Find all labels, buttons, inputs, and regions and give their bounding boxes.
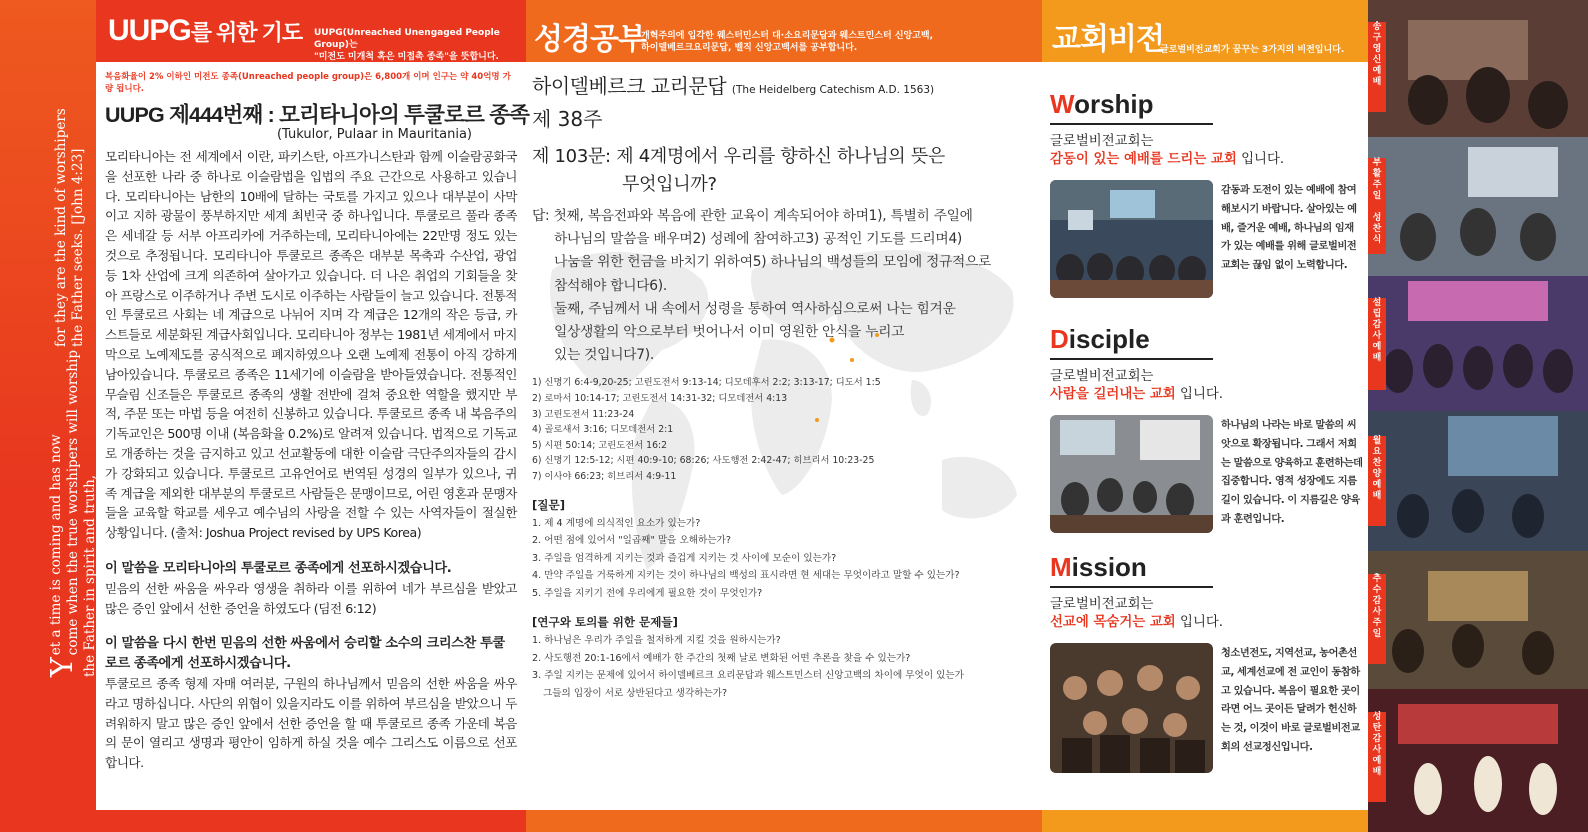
bible-study-header — [526, 0, 1042, 62]
uupg-header — [96, 0, 526, 62]
discussion-item: 1. 하나님은 우리가 주일을 철저하게 지킬 것을 원하시는가? — [532, 635, 781, 647]
catechism-answer — [532, 205, 1032, 367]
reference-item: 1) 신명기 6:4-9,20-25; 고린도전서 9:13-14; 디모데후서 2:2; 3:13-17; 디도서 1:5 — [532, 377, 881, 389]
bible-desc-line2: 하이델베르크요리문답, 벨직 신앙고백서를 공부합니다. — [641, 43, 858, 53]
photo-christmas-service — [1368, 689, 1588, 832]
vision-subtitle-end: 입니다. — [1175, 615, 1224, 630]
vision-underline — [1050, 123, 1213, 125]
vision-disciple — [1050, 323, 1362, 559]
reference-item: 6) 신명기 12:5-12; 시편 40:9-10; 68:26; 사도행전 2:42-47; 히브리서 10:23-25 — [532, 455, 875, 467]
bible-study-column — [532, 72, 1032, 702]
quote-line-2: come when the true worshipers will worship — [65, 350, 81, 656]
quote-line-4: for they are the kind of worshipers — [53, 108, 69, 347]
uupg-article-body: 모리타니아는 전 세계에서 이란, 파키스탄, 아프가니스탄과 함께 이슬람공화국을 선포한 나라 중 하나로 이슬람법을 입법의 주요 근간으로 사용하고 있습니다. 모리타니아는 남한의 10배에 달하는 국토를 가지고 있으나 대부분이 사막이고 지하 광물이 풍부하지만 세계 최빈국 중 하나입니다. 투쿨로르 풀라 종족은 세네갈 등 서부 아프리카에 거주하는데, 모리타니아에는 22만명 정도 있는 것으로 추정됩니다. 모리타니아 투쿨로르 종족은 대부분 목축과 수산업, 광업 등 1차 산업에 크게 의존하여 살아가고 있습니다. 더 나은 취업의 기회들을 찾아 프랑스로 이주하거나 주변 도시로 이주하는 사람들이 늘고 있습니다. 전통적인 투쿨로르 사회는 네 계급으로 나뉘어 지며 각 계급은 12개의 작은 등급, 카스트들로 세분화된 계급사회입니다. 모리타니아 정부는 1981년 세계에서 마지막으로 노예제도를 공식적으로 폐지하였으나 오랜 노예제 전통이 아직 강하게 남아있습니다. 투쿨로르 종족은 11세기에 이슬람을 받아들였습니다. 전통적인 무슬림 신조들은 투쿨로르 종족의 생활 전반에 걸쳐 중요한 역할을 했지만 부적, 주문 또는 마법 등을 여전히 신봉하고 있습니다. 투쿨로르 종족 내 복음주의 기독교인은 500명 이내 (복음화율 0.2%)로 알려져 있습니다. 법적으로 기독교로 개종하는 것을 금지하고 있고 선교활동에 대한 이슬람 극단주의자들의 감시가 강화되고 있습니다. 투쿨로르 고유언어로 번역된 성경의 일부가 있으나, 귀족 계급을 제외한 대부분의 투쿨로르 사람들은 문맹이므로, 어린 영혼과 문맹자들을 교육할 학교를 세우고 예수님의 사랑을 전할 수 있는 사역자들이 절실한 상황입니다. (출처: Joshua Project revised by UPS Korea) — [105, 149, 517, 541]
catechism-question — [532, 143, 1032, 199]
answer-label: 답: — [532, 208, 554, 224]
answer-line-1d: 참석해야 합니다6). — [554, 277, 667, 294]
vision-subtitle — [1050, 596, 1362, 632]
question-line-1: 제 103문: 제 4계명에서 우리를 향하신 하나님의 뜻은 — [532, 146, 945, 167]
photo-easter-communion — [1368, 137, 1588, 276]
vertical-bible-quote — [45, 77, 108, 677]
uupg-header-desc — [314, 27, 526, 63]
bible-study-header-title: 성경공부 — [534, 23, 646, 56]
vision-heading-initial: D — [1050, 324, 1069, 354]
footer-bar-orange — [526, 810, 1042, 832]
catechism-title — [532, 72, 1032, 104]
discussion-item — [532, 667, 1032, 702]
uupg-header-title — [108, 14, 302, 48]
strip-label: 설 립 감 사 예 배 — [1368, 298, 1386, 390]
quote-line-1: et a time is coming and has now — [48, 434, 64, 656]
left-quote-strip — [0, 0, 96, 832]
questions-list — [532, 515, 1032, 603]
vision-worship — [1050, 88, 1362, 324]
vision-heading-initial: W — [1050, 89, 1075, 119]
vision-subtitle-highlight: 감동이 있는 예배를 드리는 교회 — [1050, 152, 1237, 167]
vision-heading — [1050, 88, 1362, 120]
answer-line-1c: 나눔을 위한 헌금을 바치기 위하여5) 하나님의 백성들의 모임에 정규적으로 — [554, 254, 992, 271]
vision-subtitle-line1: 글로벌비전교회는 — [1050, 134, 1154, 149]
footer-bar-amber — [1042, 810, 1368, 832]
answer-line-2b: 일상생활의 악으로부터 벗어나서 이미 영원한 안식을 누리고 — [554, 324, 905, 341]
vision-underline — [1050, 586, 1213, 588]
answer-line-2c: 있는 것입니다7). — [554, 347, 654, 364]
vision-underline — [1050, 358, 1213, 360]
question-item: 4. 만약 주일을 거룩하게 지키는 것이 하나님의 백성의 표시라면 현 세대는 무엇이라고 말할 수 있는가? — [532, 570, 960, 582]
catechism-title-en: (The Heidelberg Catechism A.D. 1563) — [731, 84, 935, 96]
question-item: 1. 제 4 계명에 의식적인 요소가 있는가? — [532, 517, 701, 529]
strip-label: 월 요 찬 양 예 배 — [1368, 436, 1386, 526]
uupg-article-subtitle: (Tukulor, Pulaar in Mauritania) — [276, 127, 472, 142]
vision-header-desc: 글로벌비전교회가 꿈꾸는 3가지의 비전입니다. — [1160, 45, 1345, 55]
answer-line-1b: 하나님의 말씀을 배우며2) 성례에 참여하고3) 공적인 기도를 드리며4) — [554, 231, 963, 248]
question-item: 3. 주일을 엄격하게 지키는 것과 즐겁게 지키는 것 사이에 모순이 있는가? — [532, 552, 837, 564]
vision-heading-initial: M — [1050, 552, 1072, 582]
scripture-references — [532, 375, 1032, 484]
vision-subtitle — [1050, 133, 1362, 169]
strip-label: 추 수 감 사 주 일 — [1368, 574, 1386, 664]
vision-subtitle-highlight: 선교에 목숨거는 교회 — [1050, 615, 1176, 630]
mission-photo — [1050, 643, 1213, 773]
vision-heading — [1050, 323, 1362, 355]
reference-item: 4) 골로새서 3:16; 디모데전서 2:1 — [532, 424, 674, 436]
right-photo-strip — [1368, 0, 1588, 832]
vision-description: 청소년전도, 지역선교, 농어촌선교, 세계선교에 전 교인이 동참하고 있습니다. 복음이 필요한 곳이라면 어느 곳이든 달려가 헌신하는 것, 이것이 바로 글로벌비전교회의 선교정신입니다. — [1221, 648, 1360, 753]
vision-column — [1050, 88, 1362, 787]
vision-heading-rest: orship — [1074, 89, 1154, 119]
vision-subtitle-line1: 글로벌비전교회는 — [1050, 597, 1154, 612]
discussion-item-3b: 그들의 입장이 서로 상반된다고 생각하는가? — [543, 687, 728, 699]
question-line-2: 무엇입니까? — [622, 174, 717, 195]
quote-drop-cap: Y — [45, 657, 80, 677]
questions-heading: [질문] — [532, 497, 565, 512]
disciple-photo — [1050, 415, 1213, 533]
vision-subtitle-end: 입니다. — [1236, 152, 1285, 167]
vision-subtitle — [1050, 368, 1362, 404]
vision-mission — [1050, 551, 1362, 787]
answer-line-2a: 둘째, 주님께서 내 속에서 성령을 통하여 역사하심으로써 나는 힘겨운 — [554, 300, 956, 317]
question-item: 5. 주일을 지키기 전에 우리에게 필요한 것이 무엇인가? — [532, 587, 763, 599]
proclamation-heading-1: 이 말씀을 모리타니아의 투쿨로르 종족에게 선포하시겠습니다. — [105, 560, 452, 576]
uupg-title-suffix: 를 위한 기도 — [190, 20, 303, 45]
catechism-title-ko: 하이델베르크 교리문답 — [532, 74, 727, 98]
vision-heading-rest: isciple — [1068, 324, 1150, 354]
footer-bar-red — [96, 810, 526, 832]
vision-description: 하나님의 나라는 바로 말씀의 씨앗으로 확장됩니다. 그래서 저희는 말씀으로 양육하고 훈련하는데 집중합니다. 영적 성장에도 지름길이 있습니다. 이 지름길은 양육과 훈련입니다. — [1221, 420, 1363, 525]
uupg-desc-line1: UUPG(Unreached Unengaged People Group)는 — [314, 28, 500, 50]
reference-item: 7) 이사야 66:23; 히브리서 4:9-11 — [532, 470, 677, 482]
proclamation-text-2: 투쿨로르 종족 형제 자매 여러분, 구원의 하나님께서 믿음의 선한 싸움을 싸우라고 명하십니다. 사단의 위협이 있을지라도 이를 위하여 부르심을 받았으니 두려워하지 말고 많은 증인 앞에서 선한 증언을 할 때 투쿨로르 종족 가운데 복음의 문이 열리고 생명과 평안이 임하게 하실 것을 예수 그리스도 이름으로 선포합니다. — [105, 675, 517, 771]
vision-heading — [1050, 551, 1362, 583]
catechism-week: 제 38주 — [532, 107, 603, 131]
vision-subtitle-highlight: 사람을 길러내는 교회 — [1050, 387, 1176, 402]
uupg-title-main: UUPG — [108, 14, 191, 47]
discussion-heading: [연구와 토의를 위한 문제들] — [532, 615, 678, 630]
reference-item: 2) 로마서 10:14-17; 고린도전서 14:31-32; 디모데전서 4:13 — [532, 393, 788, 405]
strip-label: 부 활 주 일 성 찬 식 — [1368, 158, 1386, 254]
photo-thanksgiving — [1368, 551, 1588, 689]
strip-label: 성 탄 감 사 예 배 — [1368, 712, 1386, 802]
vision-subtitle-end: 입니다. — [1175, 387, 1224, 402]
vision-header — [1042, 0, 1368, 62]
vision-subtitle-line1: 글로벌비전교회는 — [1050, 369, 1154, 384]
uupg-desc-line2: "미전도 미개척 혹은 미접촉 종족"을 뜻합니다. — [314, 52, 499, 62]
strip-label: 송 구 영 신 예 배 — [1368, 22, 1386, 112]
uupg-column — [105, 70, 530, 773]
proclamation-text-1: 믿음의 선한 싸움을 싸우라 영생을 취하라 이를 위하여 네가 부르심을 받았고 많은 증인 앞에서 선한 증언을 하였도다 (딤전 6:12) — [105, 580, 517, 616]
vision-header-title: 교회비전 — [1052, 23, 1164, 56]
bible-study-header-desc — [641, 30, 933, 54]
quote-line-5: the Father seeks. [John 4:23] — [70, 148, 86, 347]
reference-item: 3) 고린도전서 11:23-24 — [532, 408, 635, 420]
bible-desc-line1: 개혁주의에 입각한 웨스터민스터 대·소요리문답과 웨스트민스터 신앙고백, — [641, 31, 934, 41]
photo-monday-praise — [1368, 411, 1588, 551]
photo-founding-anniversary — [1368, 276, 1588, 411]
photo-new-year-service — [1368, 0, 1588, 137]
quote-line-3: the Father in spirit and truth, — [82, 474, 98, 677]
proclamation-heading-2: 이 말씀을 다시 한번 믿음의 선한 싸움에서 승리할 소수의 크리스찬 투쿨로르 종족에게 선포하시겠습니다. — [105, 636, 505, 672]
uupg-article-title: UUPG 제444번째 : 모리타니아의 투쿨로르 종족 — [105, 103, 530, 127]
answer-line-1a: 첫째, 복음전파와 복음에 관한 교육이 계속되어야 하며1), 특별히 주일에 — [553, 208, 973, 224]
reference-item: 5) 시편 50:14; 고린도전서 16:2 — [532, 439, 668, 451]
uupg-note: 복음화율이 2% 이하인 미전도 종족(Unreached people group)은 6,800개 이며 인구는 약 40억명 가량 됩니다. — [105, 72, 511, 94]
vision-heading-rest: ission — [1071, 552, 1147, 582]
discussion-item: 2. 사도행전 20:1-16에서 예배가 한 주간의 첫째 날로 변화된 어떤 추론을 찾을 수 있는가? — [532, 652, 911, 664]
discussion-item-3a: 3. 주일 지키는 문제에 있어서 하이델베르크 요리문답과 웨스트민스터 신앙고백의 차이에 무엇이 있는가 — [532, 670, 964, 682]
vision-description: 감동과 도전이 있는 예배에 참여해보시기 바랍니다. 살아있는 예배, 즐거운 예배, 하나님의 임재가 있는 예배를 위해 글로벌비전교회는 끊임 없이 노력합니다. — [1221, 185, 1357, 272]
worship-photo — [1050, 180, 1213, 298]
question-item: 2. 어떤 점에 있어서 "일곱째" 말을 오해하는가? — [532, 535, 731, 547]
discussion-list — [532, 632, 1032, 702]
